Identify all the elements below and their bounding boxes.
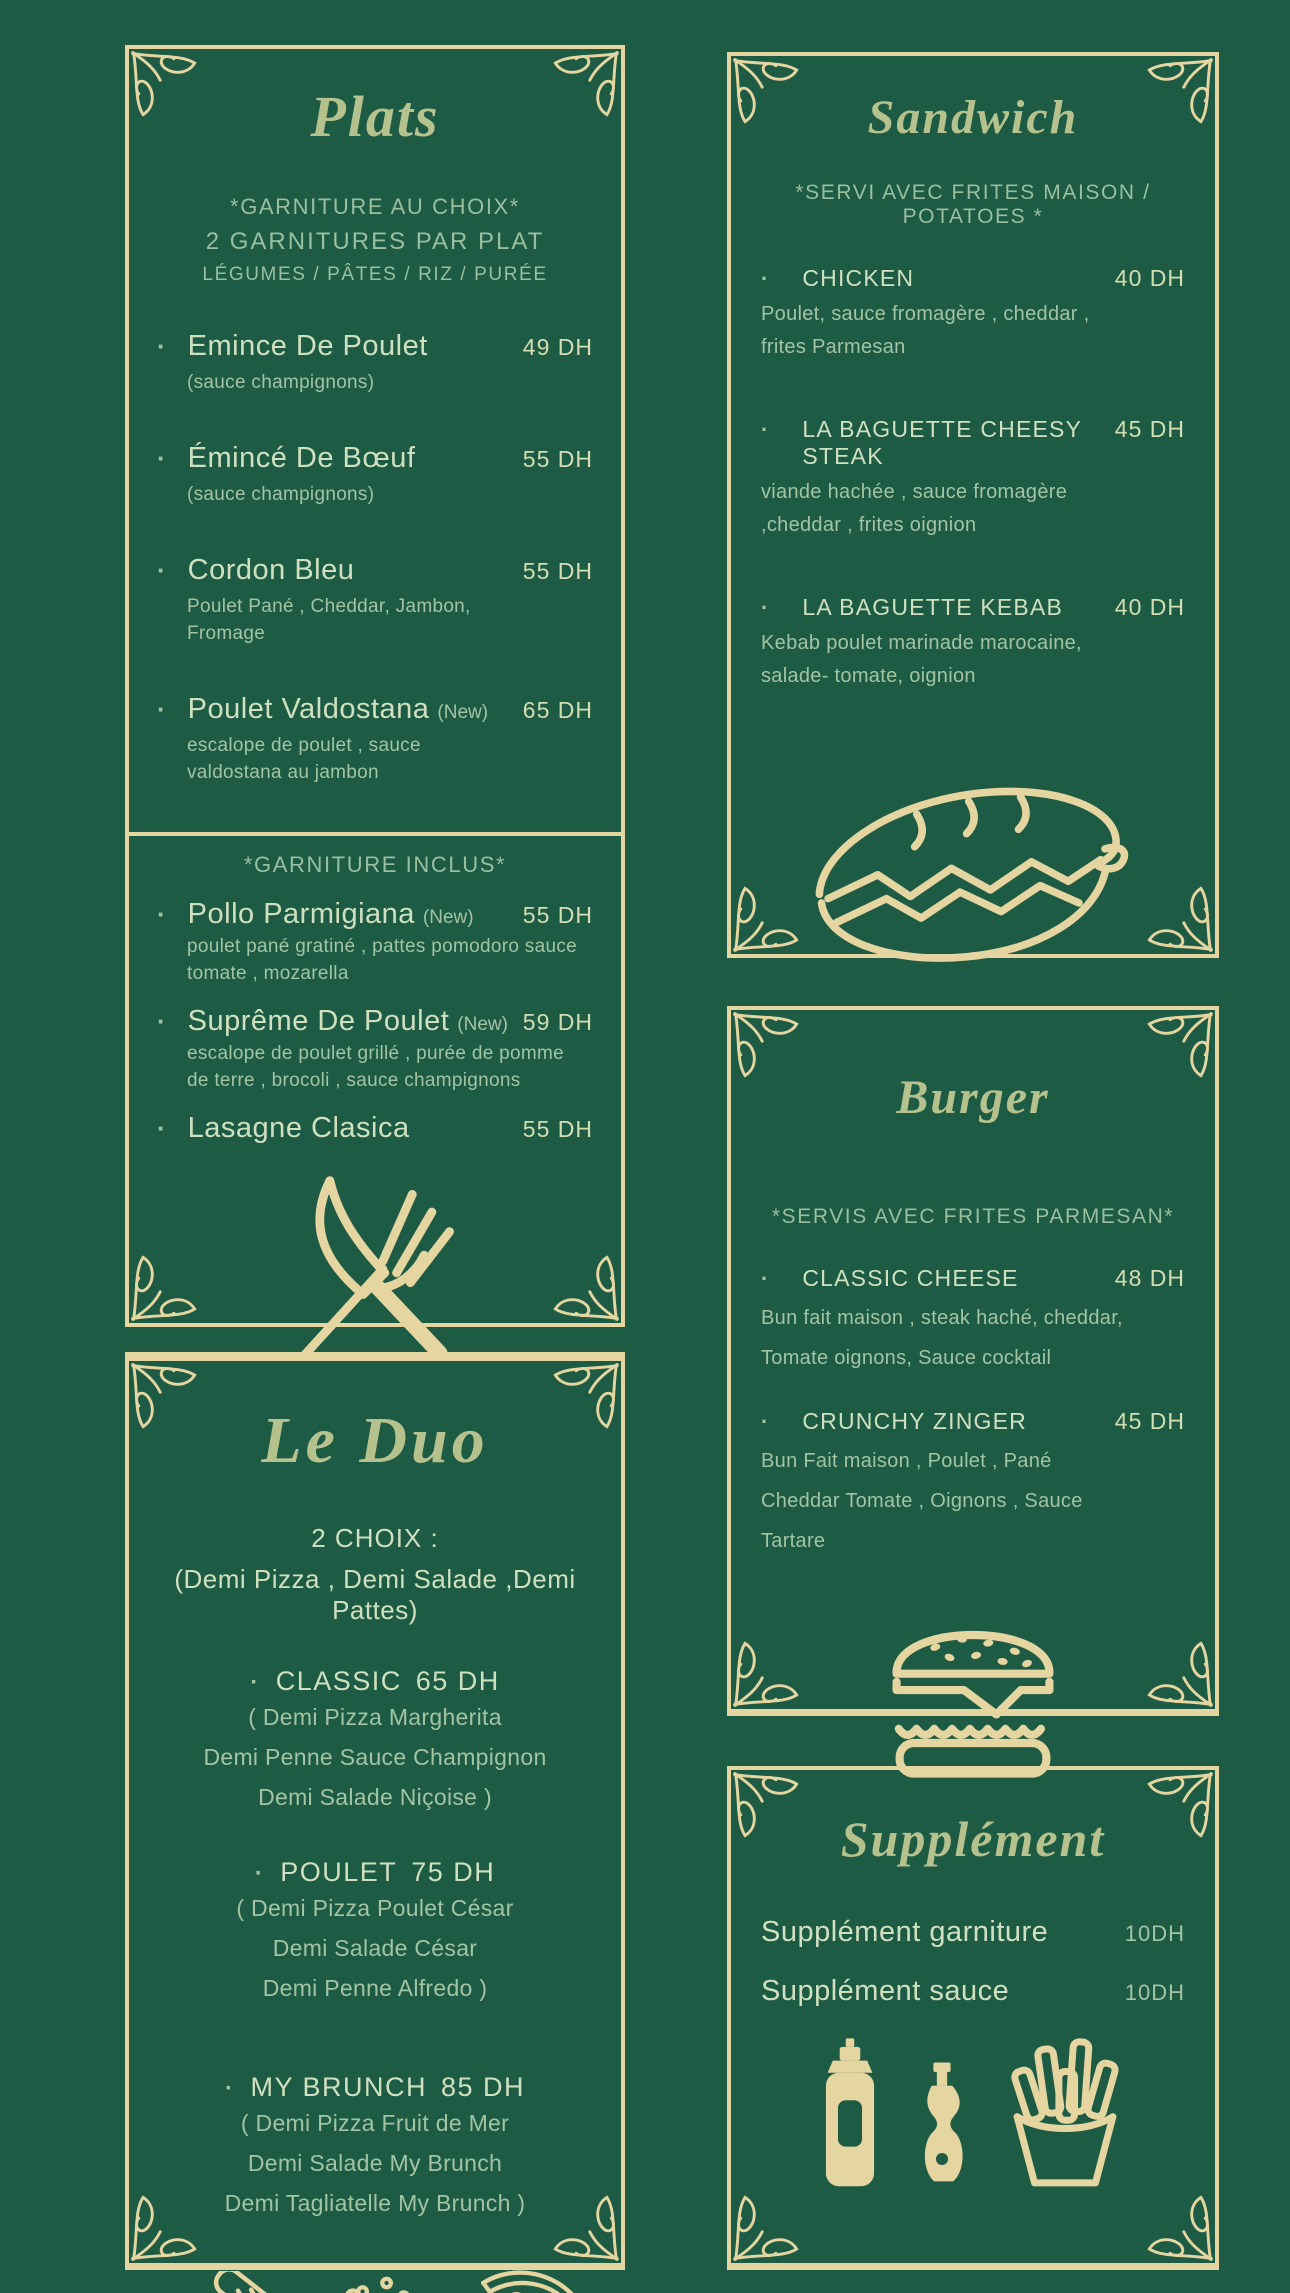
combo-item: [153, 1666, 597, 1817]
menu-item: [157, 554, 593, 647]
menu-item: [761, 416, 1185, 542]
garniture-options-note: LÉGUMES / PÂTES / RIZ / PURÉE: [202, 264, 548, 285]
section-title-plats: Plats: [310, 84, 440, 149]
item-name: Lasagne Clasica: [187, 1112, 410, 1144]
baguette-sandwich-icon: [789, 745, 1157, 983]
menu-item: [157, 898, 593, 987]
menu-item: [761, 594, 1185, 693]
item-name: Poulet Valdostana: [187, 693, 430, 725]
garniture-inclus-note: *GARNITURE INCLUS*: [243, 852, 507, 877]
pizza-slice-icon: [464, 2257, 586, 2293]
item-name: Emince De Poulet: [187, 330, 428, 362]
menu-item: [157, 1005, 593, 1094]
combo-line: Demi Penne Alfredo ): [262, 1975, 488, 2002]
duo-options-note: (Demi Pizza , Demi Salade ,Demi Pattes): [174, 1564, 576, 1626]
le-duo-panel: [125, 1352, 625, 2270]
item-description: (sauce champignons): [187, 484, 375, 505]
combo-item: [153, 1857, 597, 2008]
combo-line: ( Demi Pizza Poulet César: [236, 1895, 514, 1922]
item-price: 49 DH: [522, 334, 593, 360]
bullet-dot: [255, 1860, 265, 1887]
bullet-dot: [157, 901, 166, 927]
combo-line: ( Demi Pizza Fruit de Mer: [240, 2110, 510, 2137]
item-price: 40 DH: [1114, 594, 1185, 620]
item-name: Supplément sauce: [761, 1975, 1010, 2007]
item-price: 55 DH: [522, 558, 593, 584]
menu-item: [761, 1975, 1185, 2008]
item-name: Pollo Parmigiana: [187, 898, 415, 930]
item-price: 59 DH: [522, 1009, 593, 1035]
sandwich-note: *SERVI AVEC FRITES MAISON / POTATOES *: [795, 181, 1151, 228]
menu-item: [761, 1265, 1185, 1378]
combo-name: POULET: [280, 1857, 398, 1888]
item-description: Bun Fait maison , Poulet , Pané Cheddar Tomate , Oignons , Sauce Tartare: [761, 1450, 1083, 1552]
item-description: (sauce champignons): [187, 372, 375, 393]
item-description: Kebab poulet marinade marocaine, salade- tomate, oignion: [761, 632, 1082, 687]
menu-item: [761, 265, 1185, 364]
item-price: 45 DH: [1114, 1408, 1185, 1434]
menu-item: [157, 442, 593, 508]
bullet-dot: [225, 2075, 235, 2102]
item-name: Émincé De Bœuf: [187, 442, 416, 474]
bullet-dot: [761, 419, 768, 441]
item-price: 48 DH: [1114, 1265, 1185, 1291]
menu-item: [157, 693, 593, 786]
supplement-panel: [727, 1766, 1219, 2270]
item-price: 40 DH: [1114, 265, 1185, 291]
combo-price: 85 DH: [440, 2072, 526, 2103]
bullet-dot: [761, 268, 768, 290]
item-price: 55 DH: [522, 446, 593, 472]
menu-item: [157, 330, 593, 396]
item-price: 45 DH: [1114, 416, 1185, 442]
item-name: LA BAGUETTE KEBAB: [802, 594, 1064, 620]
sandwich-panel: [727, 52, 1219, 958]
plats-panel: [125, 45, 625, 1327]
combo-line: Demi Salade My Brunch: [247, 2150, 503, 2177]
bullet-dot: [157, 557, 166, 583]
item-description: Poulet Pané , Cheddar, Jambon, Fromage: [187, 596, 471, 644]
item-description: Poulet, sauce fromagère , cheddar , frites Parmesan: [761, 303, 1090, 358]
section-title-burger: Burger: [896, 1071, 1050, 1124]
item-name: CRUNCHY ZINGER: [802, 1408, 1027, 1434]
fries-icon: [991, 2036, 1139, 2194]
combo-name: MY BRUNCH: [250, 2072, 427, 2103]
bullet-dot: [761, 1268, 768, 1290]
item-name: Supplément garniture: [761, 1916, 1049, 1948]
section-divider: [129, 832, 621, 836]
item-price: 65 DH: [522, 697, 593, 723]
duo-choices-note: 2 CHOIX :: [311, 1523, 439, 1554]
item-name: CHICKEN: [802, 265, 915, 291]
section-title-le-duo: Le Duo: [261, 1404, 489, 1477]
burger-panel: [727, 1006, 1219, 1716]
item-description: escalope de poulet grillé , purée de pomme de terre , brocoli , sauce champignons: [187, 1043, 564, 1091]
garniture-count-note: 2 GARNITURES PAR PLAT: [205, 228, 545, 255]
bullet-dot: [157, 445, 166, 471]
bullet-dot: [761, 1411, 768, 1433]
burger-icon: [866, 1591, 1080, 1787]
combo-line: Demi Tagliatelle My Brunch ): [224, 2190, 526, 2217]
plats-notes: [157, 194, 593, 286]
combo-price: 75 DH: [411, 1857, 496, 1888]
item-description: escalope de poulet , sauce valdostana au jambon: [187, 735, 421, 783]
combo-name: CLASSIC: [275, 1666, 402, 1697]
menu-item: [761, 1916, 1185, 1949]
item-description: Bun fait maison , steak haché, cheddar, Tomate oignons, Sauce cocktail: [761, 1307, 1123, 1369]
item-new-tag: (New): [437, 702, 489, 723]
salad-bowl-icon: [318, 2263, 438, 2293]
bullet-dot: [157, 1115, 166, 1141]
item-description: poulet pané gratiné , pattes pomodoro sauce tomate , mozarella: [187, 936, 577, 984]
penne-pasta-icon: [164, 2271, 292, 2293]
combo-line: ( Demi Pizza Margherita: [248, 1704, 502, 1731]
crossed-knife-fork-icon: [267, 1163, 483, 1369]
item-name: LA BAGUETTE CHEESY STEAK: [802, 416, 1082, 469]
bullet-dot: [761, 597, 768, 619]
item-name: Cordon Bleu: [187, 554, 355, 586]
bullet-dot: [157, 1008, 166, 1034]
combo-line: Demi Salade Niçoise ): [258, 1784, 492, 1811]
menu-item: [761, 1408, 1185, 1561]
item-new-tag: (New): [422, 907, 474, 928]
item-price: 10DH: [1124, 1980, 1185, 2005]
bullet-dot: [157, 333, 166, 359]
sauce-bottle-icon: [911, 2062, 973, 2194]
combo-price: 65 DH: [415, 1666, 500, 1697]
garniture-note: *GARNITURE AU CHOIX*: [230, 194, 520, 219]
bullet-dot: [250, 1669, 260, 1696]
burger-note: *SERVIS AVEC FRITES PARMESAN*: [771, 1205, 1175, 1228]
item-price: 10DH: [1124, 1921, 1185, 1946]
bullet-dot: [157, 696, 166, 722]
section-title-sandwich: Sandwich: [867, 91, 1079, 144]
item-description: viande hachée , sauce fromagère ,cheddar , frites oignion: [761, 481, 1068, 536]
item-new-tag: (New): [457, 1014, 508, 1035]
ketchup-bottle-icon: [807, 2034, 893, 2194]
combo-line: Demi Salade César: [272, 1935, 478, 1962]
item-price: 55 DH: [522, 902, 593, 928]
menu-item: [157, 1112, 593, 1145]
combo-line: Demi Penne Sauce Champignon: [203, 1744, 547, 1771]
item-price: 55 DH: [522, 1116, 593, 1142]
combo-item: [153, 2072, 597, 2223]
item-name: CLASSIC CHEESE: [802, 1265, 1019, 1291]
item-name: Suprême De Poulet: [187, 1005, 450, 1037]
section-title-supplement: Supplément: [840, 1811, 1106, 1867]
